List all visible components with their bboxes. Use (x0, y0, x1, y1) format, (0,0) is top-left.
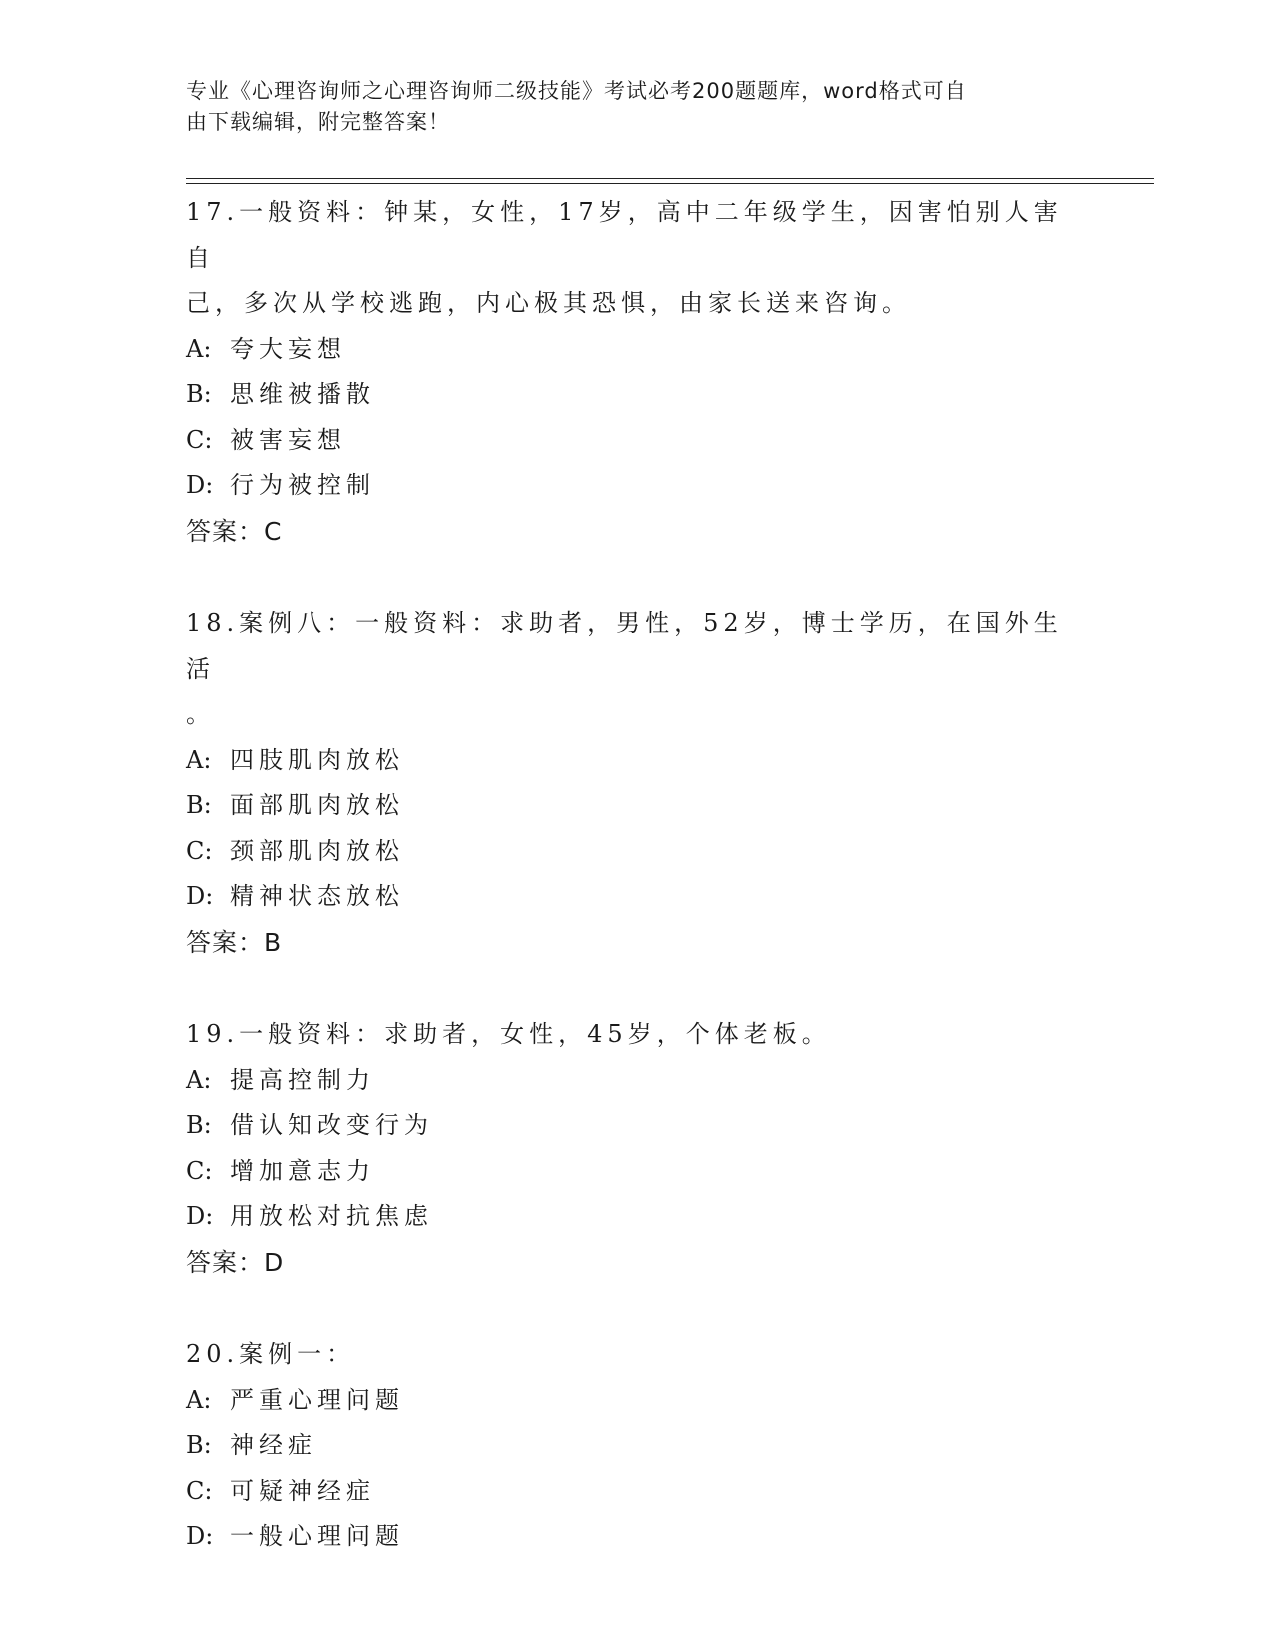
document-header (186, 76, 1066, 138)
option-text: 颈部肌肉放松 (230, 836, 404, 865)
option-key: D: (186, 1202, 214, 1230)
option-c (186, 418, 1086, 464)
question-stem: 20.案例一： (186, 1340, 356, 1368)
option-key: D: (186, 1522, 214, 1550)
option-key: A: (186, 334, 212, 363)
header-divider-top (186, 178, 1154, 179)
option-text: 四肢肌肉放松 (230, 745, 404, 774)
question-stem-continued: 己，多次从学校逃跑，内心极其恐惧，由家长送来咨询。 (186, 289, 911, 317)
question-stem: 18.案例八：一般资料：求助者，男性，52岁，博士学历，在国外生活 (186, 609, 1063, 683)
question-17 (186, 190, 1086, 554)
option-c (186, 1149, 1086, 1195)
header-divider-bottom (186, 183, 1154, 184)
option-key: B: (186, 1111, 212, 1139)
option-text: 思维被播散 (230, 380, 375, 408)
option-text: 提高控制力 (230, 1065, 375, 1094)
option-text: 可疑神经症 (230, 1476, 375, 1505)
option-a (186, 327, 1086, 373)
option-a (186, 738, 1086, 784)
answer-line: 答案：B (186, 927, 283, 957)
question-stem: 19.一般资料：求助者，女性，45岁，个体老板。 (186, 1020, 831, 1048)
question-list (186, 190, 1086, 1607)
option-key: C: (186, 1156, 213, 1185)
option-b (186, 1103, 1086, 1149)
option-key: B: (186, 1431, 212, 1459)
option-key: A: (186, 1065, 212, 1094)
option-text: 借认知改变行为 (230, 1111, 433, 1139)
option-a (186, 1378, 1086, 1424)
header-line-1: 专业《心理咨询师之心理咨询师二级技能》考试必考200题题库，word格式可自 (186, 79, 967, 103)
option-key: D: (186, 882, 214, 910)
question-19 (186, 1012, 1086, 1285)
question-stem-continued: 。 (186, 700, 215, 728)
option-key: B: (186, 380, 212, 408)
option-b (186, 783, 1086, 829)
option-text: 一般心理问题 (230, 1522, 404, 1550)
option-key: C: (186, 1476, 213, 1505)
option-text: 神经症 (230, 1431, 317, 1459)
option-key: A: (186, 1385, 212, 1414)
option-d (186, 1194, 1086, 1240)
option-text: 行为被控制 (230, 471, 375, 499)
option-text: 被害妄想 (230, 425, 346, 454)
option-text: 用放松对抗焦虑 (230, 1202, 433, 1230)
question-20 (186, 1332, 1086, 1560)
option-key: C: (186, 836, 213, 865)
option-b (186, 1423, 1086, 1469)
option-text: 增加意志力 (230, 1156, 375, 1185)
option-key: C: (186, 425, 213, 454)
option-key: B: (186, 791, 212, 819)
option-a (186, 1058, 1086, 1104)
header-line-2: 由下载编辑，附完整答案！ (186, 110, 450, 134)
option-d (186, 874, 1086, 920)
question-stem: 17.一般资料：钟某，女性，17岁，高中二年级学生，因害怕别人害自 (186, 198, 1063, 272)
answer-line: 答案：D (186, 1247, 285, 1277)
option-c (186, 829, 1086, 875)
question-18 (186, 601, 1086, 965)
option-d (186, 1514, 1086, 1560)
option-c (186, 1469, 1086, 1515)
option-text: 夸大妄想 (230, 334, 346, 363)
answer-line: 答案：C (186, 516, 283, 546)
option-key: D: (186, 471, 214, 499)
option-b (186, 372, 1086, 418)
option-key: A: (186, 745, 212, 774)
option-text: 严重心理问题 (230, 1385, 404, 1414)
option-text: 精神状态放松 (230, 882, 404, 910)
option-d (186, 463, 1086, 509)
option-text: 面部肌肉放松 (230, 791, 404, 819)
